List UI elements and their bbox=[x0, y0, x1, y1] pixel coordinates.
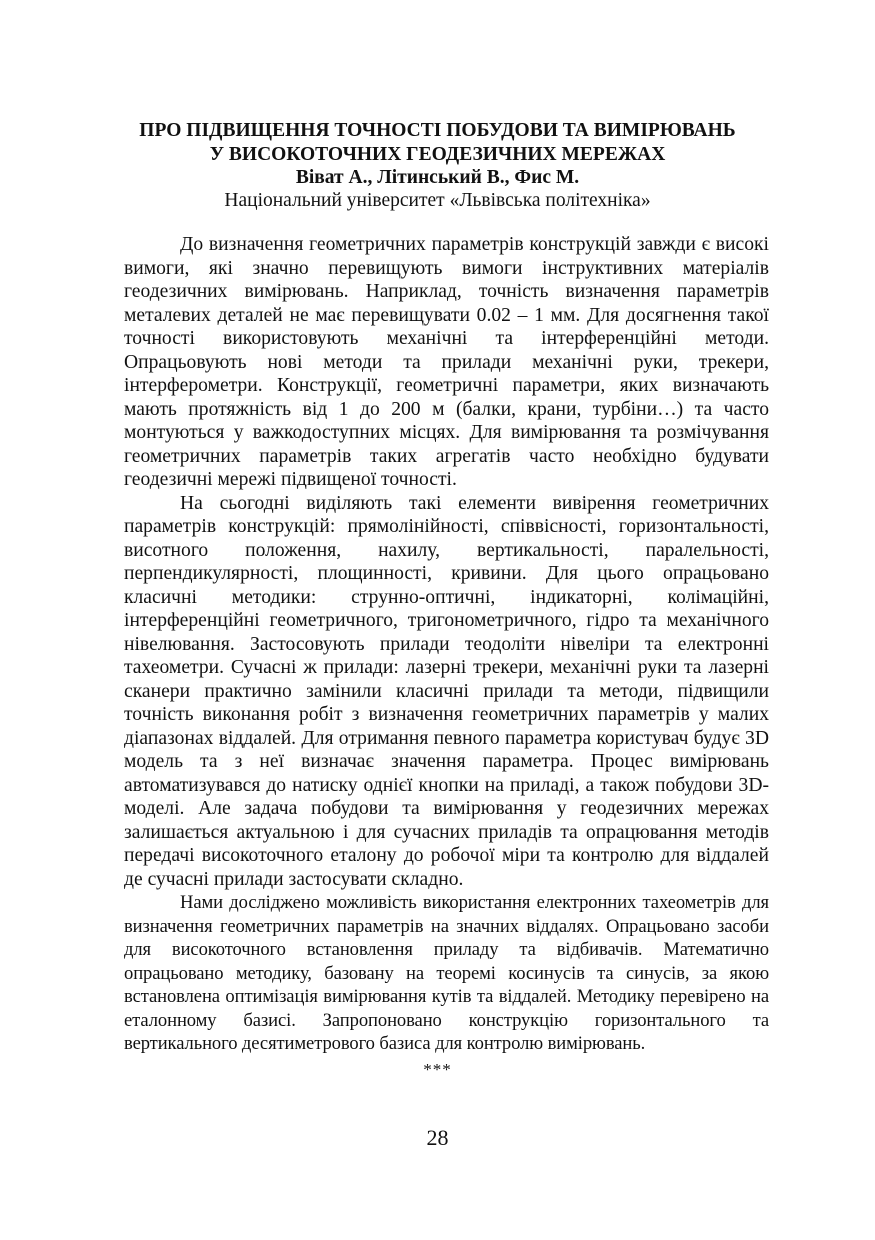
paragraph-1: До визначення геометричних параметрів конструкцій завжди є високі вимоги, які значно перевищують вимоги інструктивних матеріалів геодезичних вимірювань. Наприклад, точність визначення параметрів металевих деталей не має перевищувати 0.02 – 1 мм. Для досягнення такої точності використовують механічні та інтерференційні методи. Опрацьовують нові методи та прилади механічні руки, трекери, інтерферометри. Конструкції, геометричні параметри, яких визначають мають протяжність від 1 до 200 м (балки, крани, турбіни…) та часто монтуються у важкодоступних місцях. Для вимірювання та розмічування геометричних параметрів таких агрегатів часто необхідно будувати геодезичні мережі підвищеної точності. bbox=[124, 234, 769, 490]
paragraph-3: Нами досліджено можливість використання електронних тахеометрів для визначення геометричних параметрів на значних віддалях. Опрацьовано засоби для високоточного встановлення приладу та відбивачів. Математично опрацьовано методику, базовану на теоремі косинусів та синусів, за якою встановлена оптимізація вимірювання кутів та віддалей. Методику перевірено на еталонному базисі. Запропоновано конструкцію горизонтального та вертикального десятиметрового базиса для контролю вимірювань. bbox=[124, 892, 769, 1054]
paper-title-line-1: ПРО ПІДВИЩЕННЯ ТОЧНОСТІ ПОБУДОВИ ТА ВИМІРЮВАНЬ bbox=[139, 120, 736, 141]
paper-title-line-2: У ВИСОКОТОЧНИХ ГЕОДЕЗИЧНИХ МЕРЕЖАХ bbox=[209, 144, 666, 165]
abstract-body bbox=[124, 233, 769, 1056]
paragraph-2: На сьогодні виділяють такі елементи вивірення геометричних параметрів конструкцій: прямолінійності, співвісності, горизонтальності, висотного положення, нахилу, вертикальності, паралельності, перпендикулярності, площинності, кривини. Для цього опрацьовано класичні методики: струнно-оптичні, індикаторні, колімаційні, інтерференційні геометричного, тригонометричного, гідро та механічного нівелювання. Застосовують прилади теодоліти нівеліри та електронні тахеометри. Сучасні ж прилади: лазерні трекери, механічні руки та лазерні сканери практично замінили класичні прилади та методи, підвищили точність виконання робіт з визначення геометричних параметрів у малих діапазонах віддалей. Для отримання певного параметра користувач будує 3D модель та з неї визначає значення параметра. Процес вимірювань автоматизувався до натиску однієї кнопки на приладі, а також побудови 3D-моделі. Але задача побудови та вимірювання у геодезичних мережах залишається актуальною і для сучасних приладів та опрацювання методів передачі високоточного еталону до робочої міри та контролю для віддалей де сучасні прилади застосувати складно. bbox=[124, 492, 769, 890]
page-number: 28 bbox=[426, 1125, 449, 1150]
authors: Віват А., Літинський В., Фис М. bbox=[295, 167, 580, 188]
section-separator: *** bbox=[423, 1060, 452, 1079]
affiliation: Національний університет «Львівська політехніка» bbox=[224, 190, 651, 211]
